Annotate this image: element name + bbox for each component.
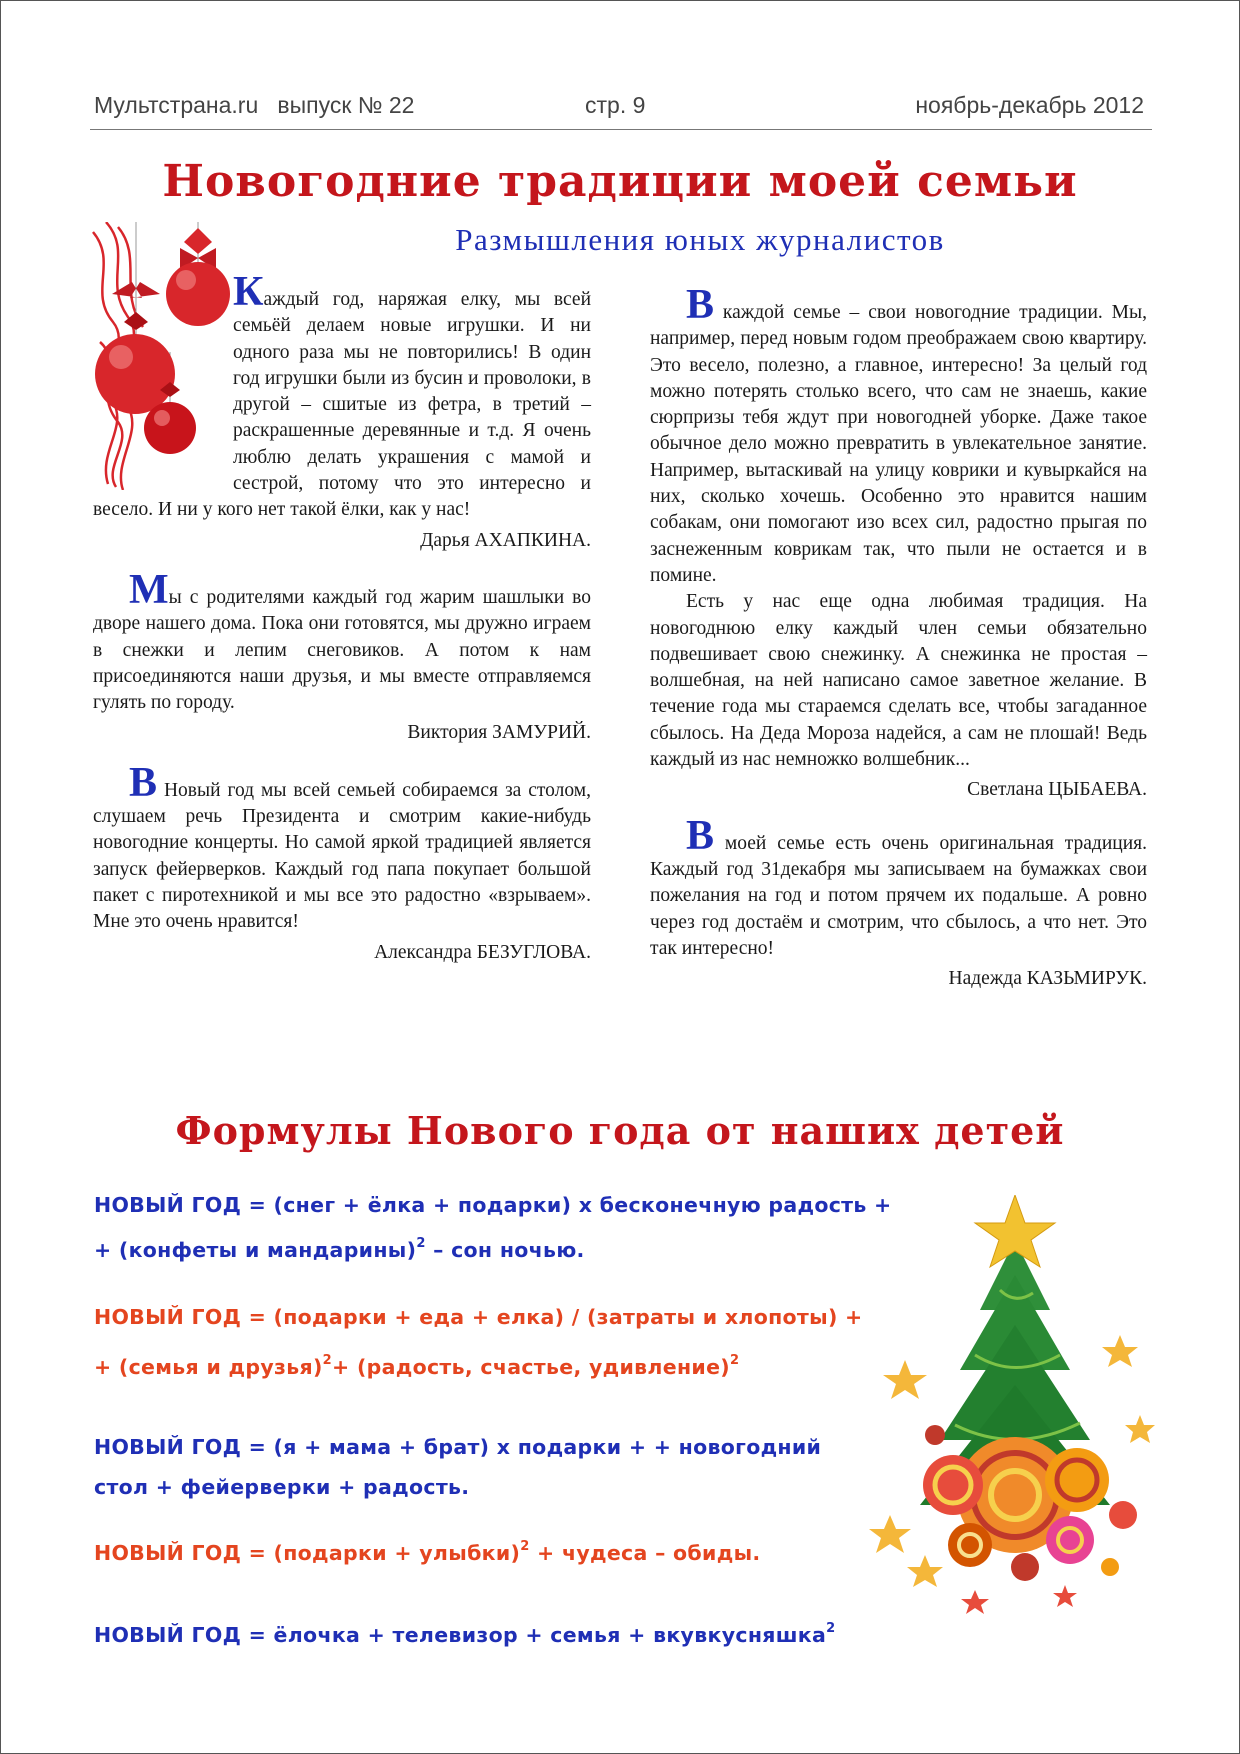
story-text: Новый год мы всей семьей собираемся за столом, слушаем речь Президента и смотрим какие-нибудь новогодние концерты. Но самой яркой традицией является запуск фейерверков. Каждый год папа покупает большой пакет с пиротехникой и мы все это радостно «взрываем». Мне это очень нравится!: [93, 779, 591, 933]
header-date: ноябрь-декабрь 2012: [915, 92, 1144, 118]
formulas-title: Формулы Нового года от наших детей: [175, 1108, 1065, 1153]
story-author: Светлана ЦЫБАЕВА.: [967, 779, 1147, 801]
story-4: [650, 282, 1147, 589]
formula-text: + (радость, счастье, удивление): [332, 1355, 730, 1379]
story-text: каждой семье – свои новогодние традиции. Мы, например, перед новым годом преображаем свою квартиру. Это весело, полезно, а главное, интересно! За целый год можно потерять столько всего, что сам не знаешь, какие сюрпризы тебя ждут при новогодней уборке. Даже такое обычное дело можно превратить в увлекательное занятие. Например, вытаскивай на улицу коврики и кувыркайся на них, сколько хочешь. Особенно это нравится нашим собакам, они помогают изо всех сил, радостно прыгая по заснеженным коврикам так, что пыли не остается и в помине.: [650, 302, 1147, 586]
exponent: 2: [416, 1236, 426, 1251]
formula-text: + (семья и друзья): [94, 1355, 323, 1379]
header-page-number: стр. 9: [585, 92, 646, 118]
header-rule: [90, 129, 1152, 130]
christmas-tree-icon: [865, 1195, 1160, 1615]
formula-1-line-2: [94, 1236, 585, 1262]
story-author: Дарья АХАПКИНА.: [420, 529, 591, 551]
exponent: 2: [729, 1353, 740, 1368]
story-4-paragraph-2: Есть у нас еще одна любимая традиция. На новогоднюю елку каждый член семьи обязательно подвешивает свою снежинку. А снежинка не простая – волшебная, на ней написано самое заветное желание. В течение года мы стараемся сделать все, чтобы загаданное сбылось. На Деда Мороза надейся, а сам не плошай! Ведь каждый из нас немножко волшебник...: [650, 591, 1147, 771]
formula-text: + (конфеты и мандарины): [94, 1238, 417, 1262]
formula-5: [94, 1621, 836, 1647]
formula-1-line-1: НОВЫЙ ГОД = (снег + ёлка + подарки) х бесконечную радость +: [94, 1193, 892, 1217]
header-site: Мультстрана.ru выпуск № 22: [94, 92, 415, 118]
exponent: 2: [520, 1539, 530, 1554]
ornament-spacer: [93, 282, 233, 490]
drop-cap: К: [233, 269, 264, 315]
article-subtitle: Размышления юных журналистов: [455, 222, 945, 257]
story-3: [93, 759, 591, 936]
story-text: моей семье есть очень оригинальная традиция. Каждый год 31декабря мы записываем на бумажках свои пожелания на год и потом прячем их подальше. А ровно через год достаём и смотрим, что сбылось, а что нет. Это так интересно!: [650, 832, 1147, 959]
right-column: [650, 282, 1147, 1018]
story-text: ы с родителями каждый год жарим шашлыки во дворе нашего дома. Пока они готовятся, мы дружно играем в снежки и лепим снеговиков. А потом к нам присоединяются наши друзья, и мы вместе отправляемся гулять по городу.: [93, 586, 591, 714]
formula-2-line-1: НОВЫЙ ГОД = (подарки + еда + елка) / (затраты и хлопоты) +: [94, 1305, 863, 1329]
story-author: Александра БЕЗУГЛОВА.: [374, 941, 591, 963]
drop-cap: В: [686, 282, 715, 328]
formula-text: НОВЫЙ ГОД = ёлочка + телевизор + семья + вкувкусняшка: [94, 1623, 827, 1647]
formula-text: + чудеса – обиды.: [529, 1541, 761, 1565]
exponent: 2: [322, 1353, 333, 1368]
story-text: аждый год, наряжая елку, мы всей семьёй делаем новые игрушки. И ни одного раза мы не повторились! В один год игрушки были из бусин и проволоки, в другой – сшитые из фетра, в третий – раскрашенные деревянные и т.д. Я очень люблю делать украшения с мамой и сестрой, потому что это интересно и весело. И ни у кого нет такой ёлки, как у нас!: [93, 289, 591, 521]
left-column: [93, 269, 591, 992]
formula-text: НОВЫЙ ГОД = (подарки + улыбки): [94, 1541, 521, 1565]
formula-4: [94, 1539, 761, 1565]
story-2: [93, 566, 591, 716]
formula-text: – сон ночью.: [425, 1238, 585, 1262]
formula-3-line-2: стол + фейерверки + радость.: [94, 1475, 470, 1499]
story-5: [650, 812, 1147, 962]
story-author: Виктория ЗАМУРИЙ.: [407, 722, 591, 744]
formula-2-line-2: [94, 1353, 739, 1379]
drop-cap: В: [129, 759, 158, 806]
formula-3-line-1: НОВЫЙ ГОД = (я + мама + брат) х подарки + + новогодний: [94, 1435, 822, 1459]
drop-cap: В: [686, 812, 715, 859]
drop-cap: М: [129, 566, 169, 613]
story-author: Надежда КАЗЬМИРУК.: [948, 968, 1147, 990]
article-title: Новогодние традиции моей семьи: [162, 156, 1078, 207]
exponent: 2: [826, 1621, 836, 1636]
